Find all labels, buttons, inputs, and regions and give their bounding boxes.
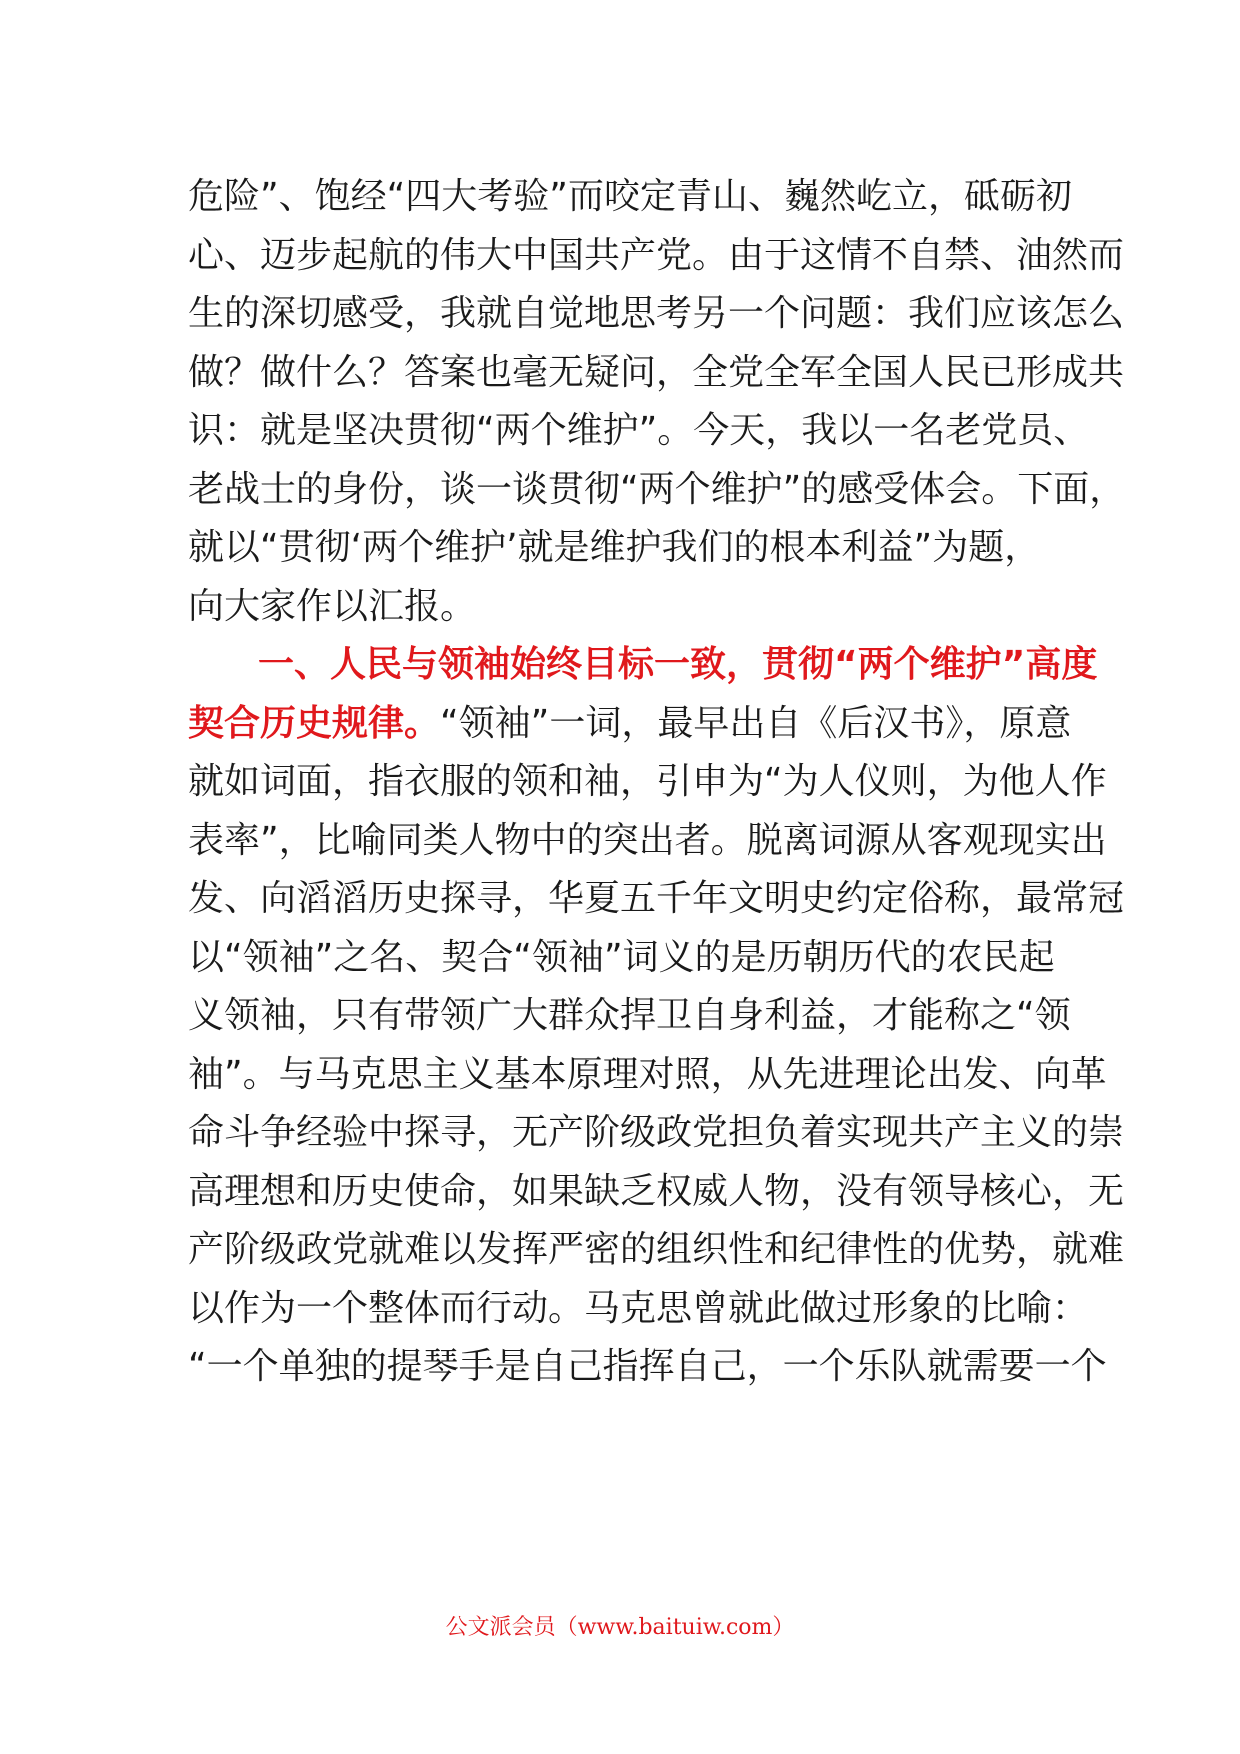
body-line: 发、向滔滔历史探寻，华夏五千年文明史约定俗称，最常冠 (188, 878, 1125, 919)
body-line: 心、迈步起航的伟大中国共产党。由于这情不自禁、油然而 (188, 234, 1125, 276)
body-line: 识：就是坚决贯彻“两个维护”。今天，我以一名老党员、 (188, 410, 1090, 451)
section-heading-line-2 (188, 695, 1072, 754)
body-line: 袖”。与马克思主义基本原理对照，从先进理论出发、向革 (188, 1053, 1107, 1095)
body-line: 做？做什么？答案也毫无疑问，全党全军全国人民已形成共 (188, 351, 1125, 393)
section-heading-tail: 契合历史规律。 (188, 702, 441, 744)
body-line: 产阶级政党就难以发挥严密的组织性和纪律性的优势，就难 (188, 1229, 1125, 1270)
body-line: 高理想和历史使命，如果缺乏权威人物，没有领导核心，无 (188, 1170, 1125, 1212)
body-line: 就以“贯彻‘两个维护’就是维护我们的根本利益”为题， (188, 527, 1041, 568)
body-line: 命斗争经验中探寻，无产阶级政党担负着实现共产主义的崇 (188, 1112, 1125, 1153)
body-line: 以“领袖”之名、契合“领袖”词义的是历朝历代的农民起 (188, 936, 1055, 978)
body-line: 老战士的身份，谈一谈贯彻“两个维护”的感受体会。下面， (188, 468, 1126, 510)
body-line: 向大家作以汇报。 (188, 585, 477, 627)
body-line: 以作为一个整体而行动。马克思曾就此做过形象的比喻： (188, 1287, 1089, 1329)
section-heading: 一、人民与领袖始终目标一致，贯彻“两个维护”高度 (258, 644, 1098, 685)
body-line: 就如词面，指衣服的领和袖，引申为“为人仪则，为他人作 (188, 761, 1107, 802)
document-body (188, 168, 1126, 1397)
footer-watermark: 公文派会员（www.baituiw.com） (445, 1615, 795, 1640)
body-line: 生的深切感受，我就自觉地思考另一个问题：我们应该怎么 (188, 293, 1125, 334)
section-body-start: “领袖”一词，最早出自《后汉书》，原意 (440, 702, 1072, 744)
body-line: 义领袖，只有带领广大群众捍卫自身利益，才能称之“领 (188, 995, 1071, 1036)
body-line: 表率”，比喻同类人物中的突出者。脱离词源从客观现实出 (188, 819, 1107, 861)
body-line: 危险”、饱经“四大考验”而咬定青山、巍然屹立，砥砺初 (188, 176, 1072, 217)
body-line: “一个单独的提琴手是自己指挥自己，一个乐队就需要一个 (188, 1346, 1107, 1387)
